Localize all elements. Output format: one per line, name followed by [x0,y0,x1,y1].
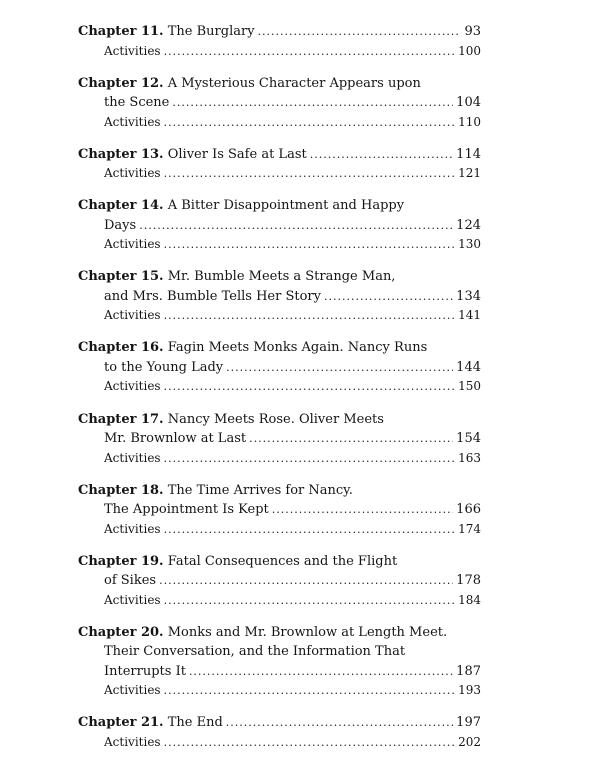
chapter-title: Interrupts It [104,663,186,679]
chapter-line [78,216,481,236]
dot-leader [164,520,456,540]
chapter-title: Nancy Meets Rose. Oliver Meets [167,411,384,427]
chapter-title: and Mrs. Bumble Tells Her Story [104,288,321,304]
chapter-page-number: 104 [456,95,481,111]
dot-leader [164,591,456,611]
chapter-line [78,662,481,682]
chapter-page-number: 166 [456,502,481,518]
chapter-number: Chapter 11. [78,24,164,39]
toc-entry [78,74,481,133]
activities-label: Activities [104,450,161,465]
chapter-line [78,410,481,430]
chapter-line [78,552,481,572]
activities-label: Activities [104,237,161,252]
activities-page-number: 184 [458,592,481,607]
chapter-number: Chapter 20. [78,624,164,640]
chapter-line [78,338,481,358]
chapter-page-number: 114 [456,146,481,162]
chapter-page-number: 144 [456,359,481,375]
toc-entry [78,196,481,255]
activities-line [78,164,481,184]
chapter-number: Chapter 21. [78,715,164,731]
chapter-title: Fagin Meets Monks Again. Nancy Runs [167,340,428,356]
activities-line [78,306,481,326]
activities-page-number: 150 [458,379,481,394]
chapter-number: Chapter 15. [78,269,164,285]
activities-label: Activities [104,43,161,58]
chapter-line [78,500,481,520]
dot-leader [139,216,453,236]
chapter-page-number: 124 [456,217,481,233]
activities-line [78,42,481,62]
chapter-line [78,429,481,449]
dot-leader [249,429,453,449]
chapter-title: A Bitter Disappointment and Happy [167,198,405,214]
dot-leader [226,358,453,378]
chapter-title: A Mysterious Character Appears upon [167,75,421,91]
activities-label: Activities [104,683,161,698]
chapter-title: Their Conversation, and the Information That [104,644,406,660]
activities-label: Activities [104,592,161,607]
chapter-title: The Burglary [167,24,255,39]
chapter-number: Chapter 18. [78,482,164,498]
activities-label: Activities [104,308,161,323]
chapter-line [78,74,481,94]
dot-leader [164,164,456,184]
chapter-line [78,623,481,643]
activities-label: Activities [104,379,161,394]
chapter-line [78,22,481,42]
dot-leader [159,571,453,591]
activities-page-number: 141 [458,308,481,323]
activities-line [78,591,481,611]
chapter-number: Chapter 12. [78,75,164,91]
activities-label: Activities [104,114,161,129]
dot-leader [164,449,456,469]
chapter-page-number: 134 [456,288,481,304]
chapter-number: Chapter 17. [78,411,164,427]
chapter-line [78,571,481,591]
activities-label: Activities [104,734,161,749]
activities-page-number: 174 [458,521,481,536]
dot-leader [324,287,453,307]
table-of-contents [78,22,481,765]
chapter-title: to the Young Lady [104,359,224,375]
chapter-line [78,481,481,501]
chapter-title: Mr. Brownlow at Last [104,431,247,447]
toc-entry [78,145,481,184]
chapter-number: Chapter 19. [78,553,164,569]
activities-page-number: 130 [458,237,481,252]
chapter-number: Chapter 16. [78,340,164,356]
chapter-line [78,196,481,216]
activities-line [78,377,481,397]
toc-entry [78,338,481,397]
activities-label: Activities [104,166,161,181]
chapter-page-number: 154 [456,431,481,447]
dot-leader [164,235,456,255]
dot-leader [310,145,453,165]
toc-entry [78,410,481,469]
dot-leader [164,113,456,133]
dot-leader [164,42,456,62]
chapter-page-number: 197 [456,715,481,731]
activities-line [78,449,481,469]
activities-line [78,235,481,255]
chapter-number: Chapter 14. [78,198,164,214]
chapter-title: the Scene [104,95,170,111]
chapter-title: The Time Arrives for Nancy. [167,482,353,498]
activities-page-number: 193 [458,683,481,698]
activities-page-number: 163 [458,450,481,465]
chapter-title: Mr. Bumble Meets a Strange Man, [167,269,396,285]
chapter-line [78,642,481,662]
chapter-line [78,93,481,113]
activities-page-number: 202 [458,734,481,749]
toc-entry [78,267,481,326]
chapter-line [78,267,481,287]
toc-entry [78,623,481,701]
toc-entry [78,22,481,61]
chapter-title: Days [104,217,137,233]
chapter-number: Chapter 13. [78,146,164,162]
dot-leader [164,681,456,701]
chapter-line [78,713,481,733]
activities-page-number: 110 [458,114,481,129]
dot-leader [189,662,453,682]
chapter-title: Monks and Mr. Brownlow at Length Meet. [167,624,448,640]
activities-page-number: 121 [458,166,481,181]
dot-leader [164,306,456,326]
toc-entry [78,552,481,611]
activities-line [78,681,481,701]
activities-label: Activities [104,521,161,536]
dot-leader [272,500,453,520]
dot-leader [258,22,462,42]
chapter-title: Fatal Consequences and the Flight [167,553,398,569]
chapter-page-number: 93 [464,24,481,39]
chapter-title: The End [167,715,223,731]
activities-line [78,113,481,133]
toc-entry [78,713,481,752]
chapter-title: The Appointment Is Kept [104,502,269,518]
dot-leader [172,93,453,113]
chapter-title: of Sikes [104,573,157,589]
activities-page-number: 100 [458,43,481,58]
dot-leader [226,713,453,733]
chapter-line [78,358,481,378]
toc-entry [78,481,481,540]
chapter-line [78,287,481,307]
chapter-title: Oliver Is Safe at Last [167,146,307,162]
chapter-page-number: 178 [456,573,481,589]
activities-line [78,520,481,540]
chapter-page-number: 187 [456,663,481,679]
chapter-line [78,145,481,165]
dot-leader [164,377,456,397]
